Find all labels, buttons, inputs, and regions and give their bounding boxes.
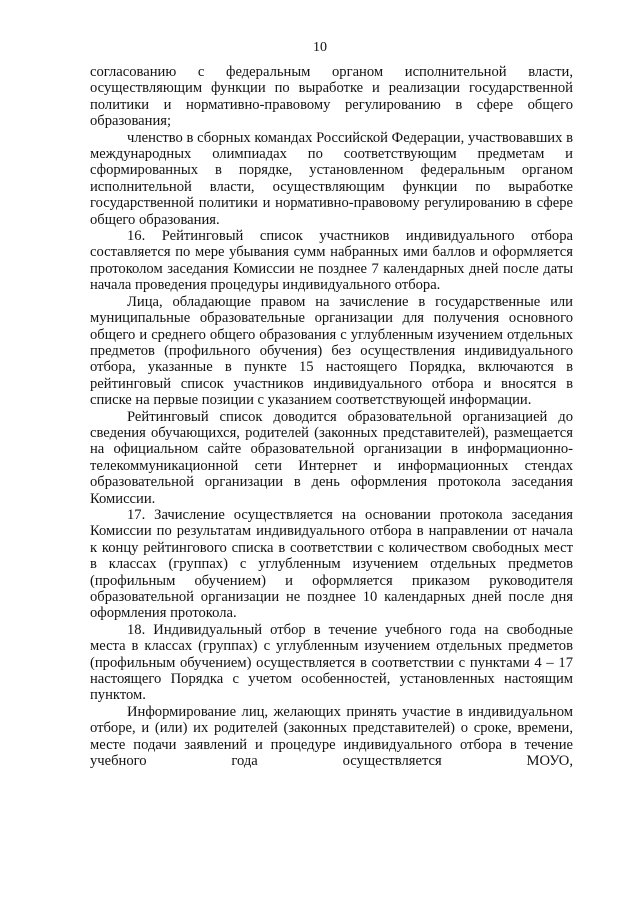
document-body — [90, 64, 573, 769]
paragraph-rating-list-publication: Рейтинговый список доводится образовательной организацией до сведения обучающихся, родителей (законных представителей), размещается на официальном сайте образовательной организации в информационно-телекоммуникационной сети Интернет и информационных стендах образовательной организации в день оформления протокола заседания Комиссии. — [90, 408, 573, 507]
paragraph-section-18-midyear-selection: 18. Индивидуальный отбор в течение учебного года на свободные места в классах (группах) с углубленным изучением отдельных предметов (профильным обучением) осуществляется в соответствии с пунктами 4 – 17 настоящего Порядка с учетом особенностей, установленных настоящим пунктом. — [90, 621, 573, 704]
paragraph-section-17-enrollment: 17. Зачисление осуществляется на основании протокола заседания Комиссии по результатам индивидуального отбора в направлении от начала к концу рейтингового списка в соответствии с количеством свободных мест в классах (группах) с углубленным изучением отдельных предметов (профильным обучением) и оформляется приказом руководителя образовательной организации не позднее 10 календарных дней после дня оформления протокола. — [90, 506, 573, 622]
page-number: 10 — [313, 40, 327, 55]
paragraph-national-team-membership: членство в сборных командах Российской Федерации, участвовавших в международных олимпиадах по соответствующим предметам и сформированных в порядке, установленном федеральным органом исполнительной власти, осуществляющим функции по выработке государственной политики и нормативно-правовому регулированию в сфере общего образования. — [90, 129, 573, 228]
paragraph-priority-enrollment: Лица, обладающие правом на зачисление в государственные или муниципальные образовательные организации для получения основного общего и среднего общего образования с углубленным изучением отдельных предметов (профильного обучения) без осуществления индивидуального отбора, указанные в пункте 15 настоящего Порядка, включаются в рейтинговый список участников индивидуального отбора и вносятся в списке на первые позиции с указанием соответствующей информации. — [90, 293, 573, 409]
paragraph-approval-continuation: согласованию с федеральным органом исполнительной власти, осуществляющим функции по выработке и реализации государственной политики и нормативно-правовому регулированию в сфере общего образования; — [90, 64, 573, 130]
paragraph-informing-applicants: Информирование лиц, желающих принять участие в индивидуальном отборе, и (или) их родителей (законных представителей) о сроке, времени, месте подачи заявлений и процедуре индивидуального отбора в течение учебного года осуществляется МОУО, — [90, 703, 573, 770]
paragraph-section-16-rating-list: 16. Рейтинговый список участников индивидуального отбора составляется по мере убывания сумм набранных ими баллов и оформляется протоколом заседания Комиссии не позднее 7 календарных дней после даты начала проведения процедуры индивидуального отбора. — [90, 228, 573, 294]
